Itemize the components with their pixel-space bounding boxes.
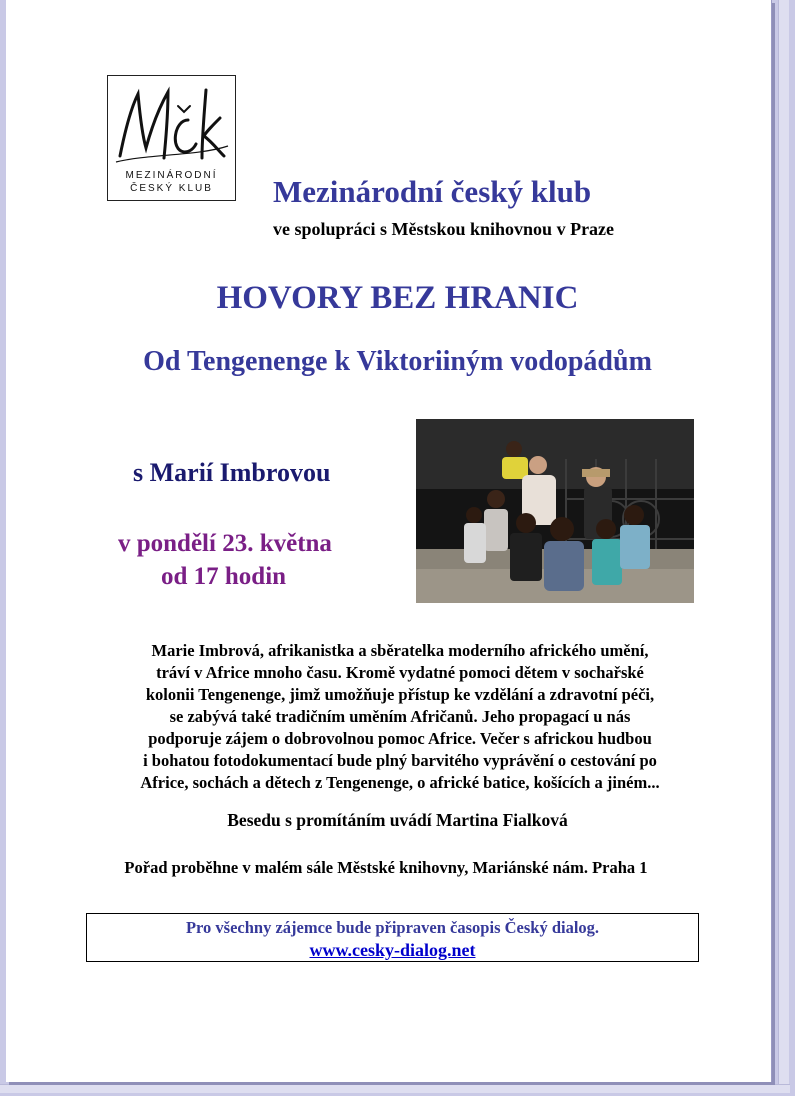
club-logo xyxy=(107,75,236,201)
website-link[interactable]: www.cesky-dialog.net xyxy=(309,940,476,960)
presenter-line: Besedu s promítáním uvádí Martina Fialková xyxy=(227,810,568,830)
venue-line: Pořad proběhne v malém sále Městské knihovny, Mariánské nám. Praha 1 xyxy=(124,858,648,877)
event-date: v pondělí 23. května xyxy=(118,530,332,557)
footer-box xyxy=(86,913,699,962)
club-subtitle: ve spolupráci s Městskou knihovnou v Praze xyxy=(273,219,615,239)
description-line: se zabývá také tradičním uměním Afričanů. Jeho propagací u nás xyxy=(169,707,631,726)
footer-note: Pro všechny zájemce bude připraven časopis Český dialog. xyxy=(185,918,600,937)
description-line: Marie Imbrová, afrikanistka a sběratelka moderního afrického umění, xyxy=(151,641,649,660)
description-line: kolonii Tengenenge, jimž umožňuje přístup ke vzdělání a zdravotní péči, xyxy=(145,685,655,704)
description-line: tráví v Africe mnoho času. Kromě vydatné pomoci dětem v sochařské xyxy=(156,663,644,682)
logo-line-1: MEZINÁRODNÍ xyxy=(125,170,218,181)
event-photo xyxy=(416,419,694,603)
event-description xyxy=(60,640,740,794)
event-time: od 17 hodin xyxy=(161,563,287,590)
club-logo-monogram xyxy=(108,76,235,171)
description-line: podporuje zájem o dobrovolnou pomoc Africe. Večer s africkou hudbou xyxy=(148,729,652,748)
talk-title: Od Tengenenge k Viktoriiným vodopádům xyxy=(143,346,652,377)
page-frame-bottom xyxy=(0,1084,790,1093)
series-title: HOVORY BEZ HRANIC xyxy=(216,280,579,316)
page-frame-right xyxy=(778,0,789,1090)
speaker-name: s Marií Imbrovou xyxy=(133,458,331,487)
logo-line-2: ČESKÝ KLUB xyxy=(130,183,213,194)
document-page xyxy=(6,0,772,1082)
description-line: Africe, sochách a dětech z Tengenenge, o africké batice, košících a jiném... xyxy=(140,773,660,792)
club-name: Mezinárodní český klub xyxy=(273,174,592,209)
description-line: i bohatou fotodokumentací bude plný barvitého vyprávění o cestování po xyxy=(143,751,657,770)
